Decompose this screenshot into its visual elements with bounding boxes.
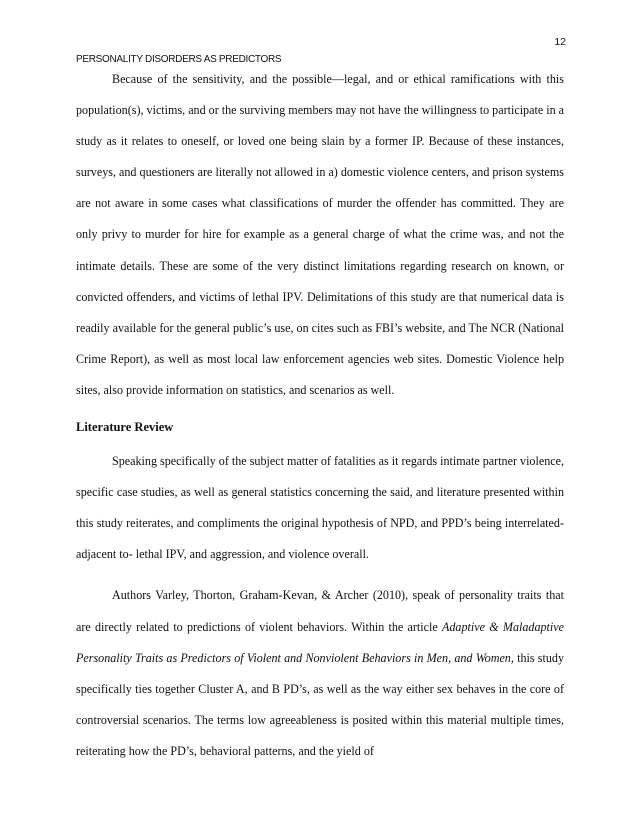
document-body bbox=[76, 64, 564, 767]
running-head: PERSONALITY DISORDERS AS PREDICTORS bbox=[76, 54, 282, 65]
section-heading-literature-review: Literature Review bbox=[76, 420, 174, 435]
paragraph-fatalities: Speaking specifically of the subject matter of fatalities as it regards intimate partner violence, specific case studies, as well as general statistics concerning the said, and literature presented within this study reiterates, and compliments the original hypothesis of NPD, and PPD’s being interrelated- adjacent to- lethal IPV, and aggression, and violence overall. bbox=[76, 454, 565, 562]
article-title: Adaptive & Maladaptive Personality Traits as Predictors of Violent and Nonviolent Behaviors in Men, and Women, bbox=[76, 619, 565, 665]
paragraph-authors-text-b: this study specifically ties together Cluster A, and B PD’s, as well as the way either sex behaves in the core of controversial scenarios. The terms low agreeableness is posited within this material multiple times, reiterating how the PD’s, behavioral patterns, and the yield of bbox=[76, 650, 565, 758]
page-number: 12 bbox=[554, 36, 566, 48]
paragraph-limitations: Because of the sensitivity, and the possible—legal, and or ethical ramifications with this population(s), victims, and or the surviving members may not have the willingness to participate in a study as it relates to oneself, or loved one being slain by a former IP. Because of these instances, surveys, and questioners are literally not allowed in a) domestic violence centers, and prison systems are not aware in some cases what classifications of murder the offender has committed. They are only privy to murder for hire for example as a general charge of what the crime was, and not the intimate details. These are some of the very distinct limitations regarding research on known, or convicted offenders, and victims of lethal IPV. Delimitations of this study are that numerical data is readily available for the general public’s use, on cites such as FBI’s website, and The NCR (National Crime Report), as well as most local law enforcement agencies web sites. Domestic Violence help sites, also provide information on statistics, and scenarios as well. bbox=[76, 72, 565, 397]
paragraph-authors-text-a: Authors Varley, Thorton, Graham-Kevan, & Archer (2010), speak of personality traits that are directly related to predictions of violent behaviors. Within the article bbox=[76, 588, 564, 634]
paragraph-authors bbox=[76, 580, 564, 767]
